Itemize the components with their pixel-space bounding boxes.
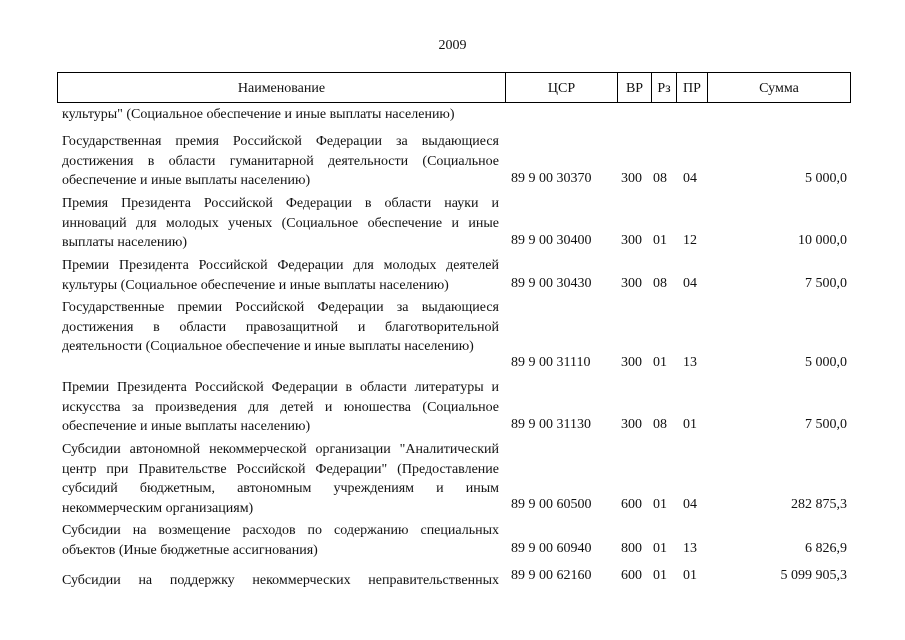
row-sum: 10 000,0 bbox=[798, 233, 847, 248]
row-sum: 5 000,0 bbox=[805, 171, 847, 186]
row-vr: 600 bbox=[621, 568, 642, 583]
row-vr: 600 bbox=[621, 497, 642, 512]
row-vr: 300 bbox=[621, 355, 642, 370]
header-csr: ЦСР bbox=[505, 73, 617, 102]
table-header bbox=[57, 72, 851, 103]
row-csr: 89 9 00 30400 bbox=[511, 233, 592, 248]
row-csr: 89 9 00 31130 bbox=[511, 417, 591, 432]
header-vr: ВР bbox=[617, 73, 651, 102]
row-rz: 01 bbox=[653, 233, 667, 248]
row-rz: 08 bbox=[653, 171, 667, 186]
row-csr: 89 9 00 30430 bbox=[511, 276, 592, 291]
row-rz: 01 bbox=[653, 497, 667, 512]
row-pr: 12 bbox=[683, 233, 697, 248]
row-rz: 01 bbox=[653, 541, 667, 556]
row-name: Субсидии на возмещение расходов по содержанию специальных объектов (Иные бюджетные ассигнования) bbox=[62, 523, 499, 558]
continuation-text: культуры" (Социальное обеспечение и иные выплаты населению) bbox=[62, 107, 455, 122]
row-vr: 300 bbox=[621, 233, 642, 248]
row-sum: 5 000,0 bbox=[805, 355, 847, 370]
row-rz: 08 bbox=[653, 417, 667, 432]
row-name: Премии Президента Российской Федерации в области литературы и искусства за произведения для детей и юношества (Социальное обеспечение и иные выплаты населению) bbox=[62, 380, 499, 435]
row-vr: 300 bbox=[621, 171, 642, 186]
row-csr: 89 9 00 62160 bbox=[511, 568, 592, 583]
row-sum: 7 500,0 bbox=[805, 276, 847, 291]
row-pr: 01 bbox=[683, 568, 697, 583]
row-csr: 89 9 00 60940 bbox=[511, 541, 592, 556]
row-pr: 13 bbox=[683, 541, 697, 556]
row-sum: 7 500,0 bbox=[805, 417, 847, 432]
header-rz: Рз bbox=[651, 73, 676, 102]
header-pr: ПР bbox=[676, 73, 707, 102]
page-number: 2009 bbox=[438, 38, 467, 53]
row-csr: 89 9 00 30370 bbox=[511, 171, 592, 186]
row-pr: 04 bbox=[683, 497, 697, 512]
row-name: Субсидии на поддержку некоммерческих неправительственных bbox=[62, 573, 499, 588]
row-name: Государственные премии Российской Федерации за выдающиеся достижения в области правозащитной и благотворительной деятельности (Социальное обеспечение и иные выплаты населению) bbox=[62, 300, 499, 355]
header-sum: Сумма bbox=[707, 73, 850, 102]
row-sum: 6 826,9 bbox=[805, 541, 847, 556]
row-name: Премия Президента Российской Федерации в области науки и инноваций для молодых ученых (Социальное обеспечение и иные выплаты населению) bbox=[62, 196, 499, 251]
row-csr: 89 9 00 60500 bbox=[511, 497, 592, 512]
row-sum: 282 875,3 bbox=[791, 497, 847, 512]
row-name: Премии Президента Российской Федерации для молодых деятелей культуры (Социальное обеспечение и иные выплаты населению) bbox=[62, 258, 499, 293]
row-csr: 89 9 00 31110 bbox=[511, 355, 591, 370]
row-vr: 300 bbox=[621, 417, 642, 432]
row-pr: 01 bbox=[683, 417, 697, 432]
row-vr: 300 bbox=[621, 276, 642, 291]
row-rz: 08 bbox=[653, 276, 667, 291]
row-name: Государственная премия Российской Федерации за выдающиеся достижения в области гуманитарной деятельности (Социальное обеспечение и иные выплаты населению) bbox=[62, 134, 499, 189]
row-pr: 04 bbox=[683, 171, 697, 186]
row-rz: 01 bbox=[653, 568, 667, 583]
row-name: Субсидии автономной некоммерческой организации "Аналитический центр при Правительстве Российской Федерации" (Предоставление субсидий бюджетным, автономным учреждениям и иным некоммерческим организациям) bbox=[62, 442, 499, 516]
row-pr: 04 bbox=[683, 276, 697, 291]
row-rz: 01 bbox=[653, 355, 667, 370]
row-pr: 13 bbox=[683, 355, 697, 370]
row-vr: 800 bbox=[621, 541, 642, 556]
header-name: Наименование bbox=[237, 81, 326, 96]
row-sum: 5 099 905,3 bbox=[780, 568, 847, 583]
